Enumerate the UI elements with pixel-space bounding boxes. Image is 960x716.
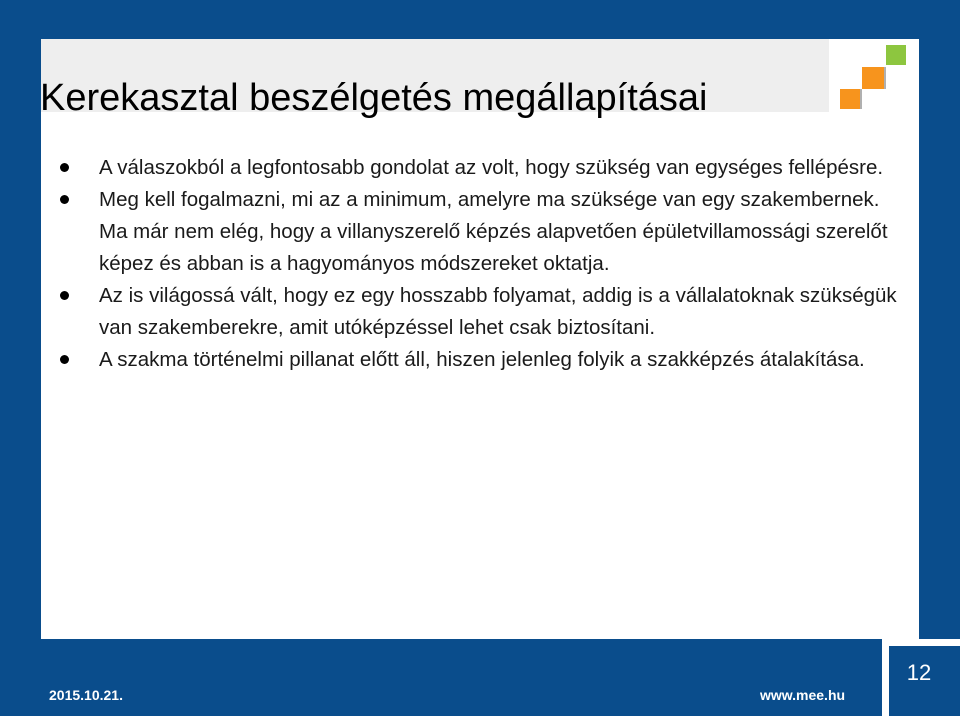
bullet-text: A szakma történelmi pillanat előtt áll, hiszen jelenleg folyik a szakképzés átalakítása. bbox=[99, 348, 865, 371]
bullet-text: Meg kell fogalmazni, mi az a minimum, amelyre ma szüksége van egy szakembernek. Ma már nem elég, hogy a villanyszerelő képzés alapvetően épületvillamossági szerelőt képez és abban is a hagyományos módszereket oktatja. bbox=[99, 188, 888, 275]
bullet-icon bbox=[60, 195, 69, 204]
footer-url: www.mee.hu bbox=[760, 687, 846, 703]
mee-logo-icon bbox=[838, 45, 908, 110]
list-item bbox=[60, 152, 910, 184]
bullet-icon bbox=[60, 355, 69, 364]
bullet-icon bbox=[60, 163, 69, 172]
page-number: 12 bbox=[906, 660, 932, 685]
footer-date: 2015.10.21. bbox=[49, 687, 123, 703]
bullet-text: Az is világossá vált, hogy ez egy hosszabb folyamat, addig is a vállalatoknak szükségük van szakemberekre, amit utóképzéssel lehet csak biztosítani. bbox=[99, 284, 897, 339]
bullet-text: A válaszokból a legfontosabb gondolat az volt, hogy szükség van egységes fellépésre. bbox=[99, 156, 884, 179]
list-item bbox=[60, 344, 910, 376]
slide-title: Kerekasztal beszélgetés megállapításai bbox=[40, 77, 708, 119]
bullet-icon bbox=[60, 291, 69, 300]
bullet-list bbox=[60, 152, 910, 376]
list-item bbox=[60, 280, 910, 344]
list-item bbox=[60, 184, 910, 280]
